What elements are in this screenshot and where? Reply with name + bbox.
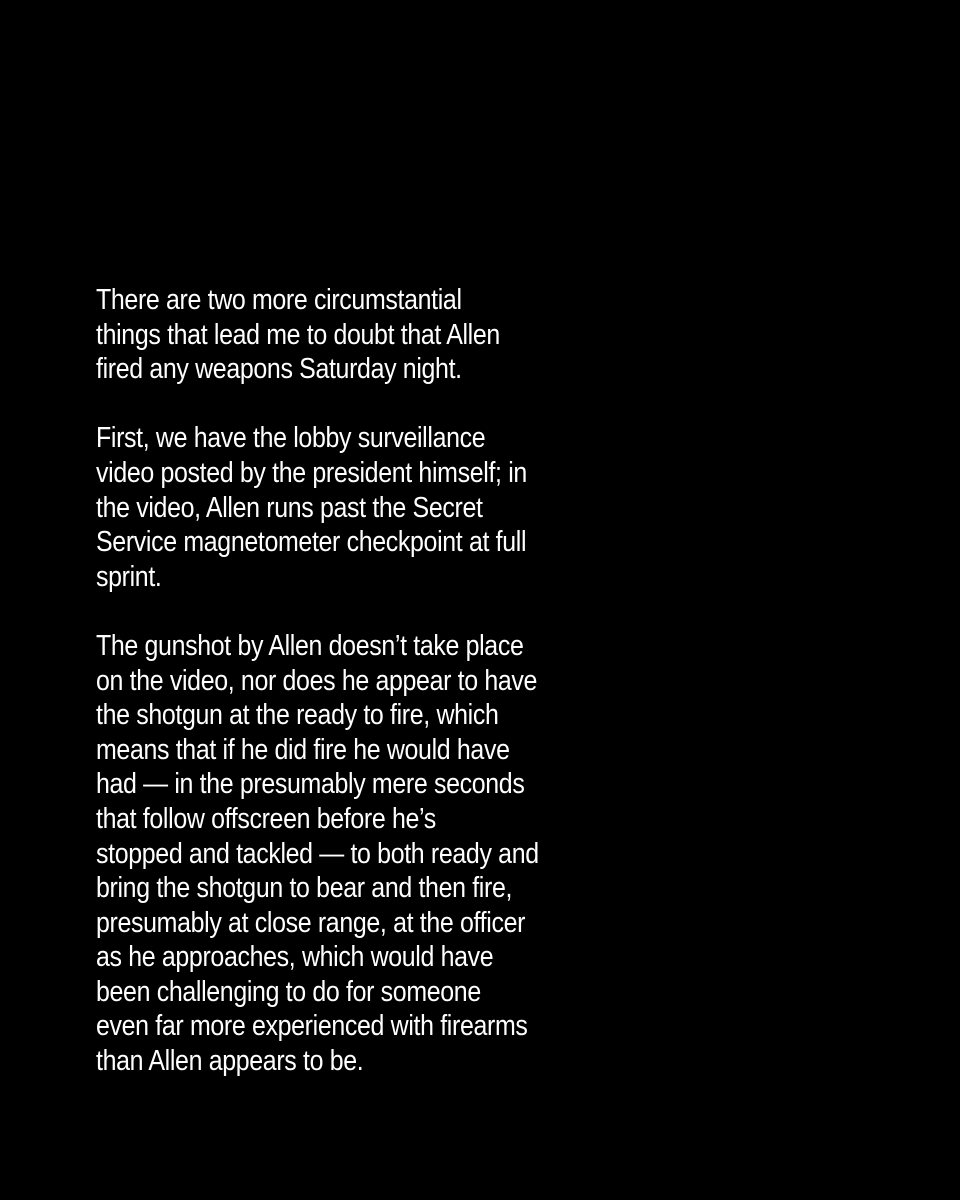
text-line: been challenging to do for someone [96,975,481,1008]
paragraph-1 [96,283,716,387]
text-line: The gunshot by Allen doesn’t take place [96,629,524,662]
text-line: Service magnetometer checkpoint at full [96,526,527,559]
text-line: First, we have the lobby surveillance [96,422,486,455]
text-line: bring the shotgun to bear and then fire, [96,872,513,905]
text-line: sprint. [96,560,162,593]
paragraph-gap [96,594,716,629]
text-line: the shotgun at the ready to fire, which [96,699,499,732]
text-line: video posted by the president himself; in [96,456,527,489]
text-line: things that lead me to doubt that Allen [96,318,500,351]
text-line: means that if he did fire he would have [96,733,510,766]
text-line: presumably at close range, at the officer [96,906,526,939]
text-line: the video, Allen runs past the Secret [96,491,483,524]
text-line: than Allen appears to be. [96,1045,364,1078]
text-line: There are two more circumstantial [96,284,462,316]
text-line: stopped and tackled — to both ready and [96,837,539,870]
paragraph-gap [96,387,716,422]
text-line: that follow offscreen before he’s [96,802,436,835]
text-line: fired any weapons Saturday night. [96,353,462,386]
text-line: had — in the presumably mere seconds [96,768,525,801]
text-line: as he approaches, which would have [96,941,494,974]
paragraph-3 [96,629,716,1079]
text-line: on the video, nor does he appear to have [96,664,538,697]
text-line: even far more experienced with firearms [96,1010,528,1043]
article-text [96,283,716,1079]
paragraph-2 [96,421,716,594]
